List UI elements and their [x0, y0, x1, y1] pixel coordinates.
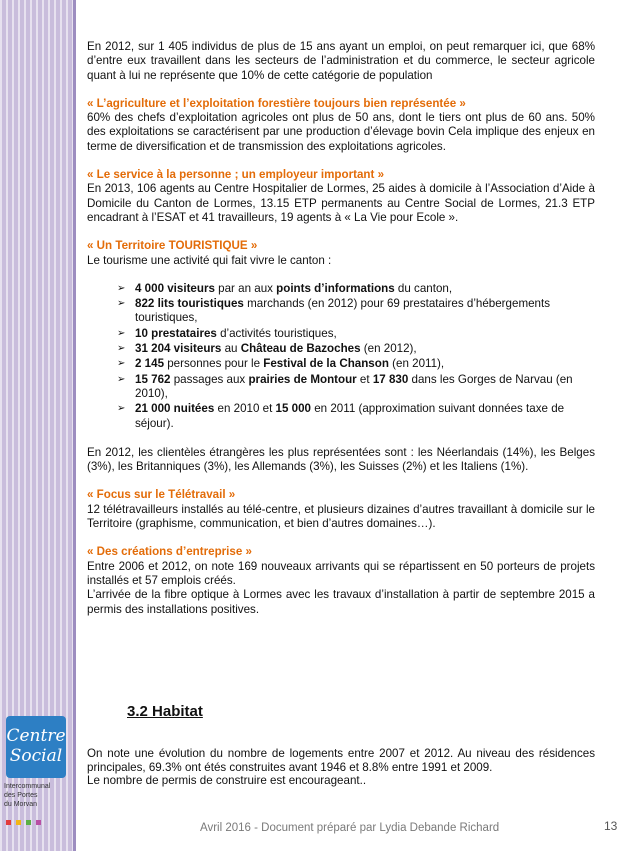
sidebar-edge: [73, 0, 76, 851]
habitat-paragraph-1: On note une évolution du nombre de logements entre 2007 et 2012. Au niveau des résidences principales, 69.3% ont étés construites avant 1946 et 8.8% entre 1991 et 2009.: [87, 747, 595, 774]
arrow-bullet-icon: ➢: [117, 358, 126, 370]
business-body-2: L’arrivée de la fibre optique à Lormes avec les travaux d’installation à partir de septembre 2015 a permis des installations positives.: [87, 588, 595, 616]
page-number: 13: [604, 819, 618, 833]
arrow-bullet-icon: ➢: [117, 282, 126, 294]
section-body-service: En 2013, 106 agents au Centre Hospitalier de Lormes, 25 aides à domicile à l’Association d’Aide à Domicile du Canton de Lormes, 13.15 ETP permanents au Centre Social de Lormes, 21.3 ETP encadrant à l’ESAT et 41 travailleurs, 19 agents à « La Vie pour Ecole ».: [87, 182, 595, 224]
intro-paragraph: En 2012, sur 1 405 individus de plus de 15 ans ayant un emploi, on peut remarquer ici, que 68% d’entre eux travaillent dans les secteurs de l’administration et du commerce, le secteur agricole quant à lui ne représente que 10% de cette catégorie de population: [87, 40, 595, 82]
business-body-1: Entre 2006 et 2012, on note 169 nouveaux arrivants qui se répartissent en 50 porteurs de projets installés et 57 emplois créés.: [87, 559, 595, 587]
page-footer: Avril 2016 - Document préparé par Lydia Debande Richard: [200, 822, 500, 834]
list-item: ➢ 822 lits touristiques marchands (en 2012) pour 69 prestataires d’hébergements touristiques,: [117, 297, 551, 325]
arrow-bullet-icon: ➢: [117, 327, 126, 339]
list-item: ➢ 4 000 visiteurs par an aux points d’informations du canton,: [117, 281, 453, 295]
centre-social-logo: [6, 716, 66, 778]
habitat-body: [87, 747, 595, 788]
section-heading-service: « Le service à la personne ; un employeur important »: [87, 168, 385, 182]
arrow-bullet-icon: ➢: [117, 343, 126, 355]
habitat-paragraph-2: Le nombre de permis de construire est encourageant..: [87, 774, 367, 787]
list-item: ➢ 15 762 passages aux prairies de Montour et 17 830 dans les Gorges de Narvau (en 2010),: [117, 372, 573, 400]
section-heading-telework: « Focus sur le Télétravail »: [87, 488, 236, 502]
logo-color-dots: [6, 820, 41, 825]
list-item: ➢ 31 204 visiteurs au Château de Bazoches (en 2012),: [117, 342, 417, 356]
document-body: [87, 40, 595, 617]
list-item: ➢ 21 000 nuitées en 2010 et 15 000 en 2011 (approximation suivant données taxe de séjour).: [117, 402, 565, 430]
logo-line-1: Centre: [6, 726, 66, 746]
tourism-intro: Le tourisme une activité qui fait vivre le canton :: [87, 253, 332, 267]
arrow-bullet-icon: ➢: [117, 403, 126, 415]
section-heading-agriculture: « L’agriculture et l’exploitation forestière toujours bien représentée »: [87, 96, 466, 110]
section-heading-business: « Des créations d’entreprise »: [87, 545, 252, 559]
logo-subtitle: Intercommunal des Portes du Morvan: [4, 783, 51, 808]
telework-body: 12 télétravailleurs installés au télé-centre, et plusieurs dizaines d’autres travaillant à domicile sur le Territoire (graphisme, communication, et bien d’autres domaines…).: [87, 502, 595, 531]
habitat-title: 3.2 Habitat: [127, 703, 203, 720]
arrow-bullet-icon: ➢: [117, 298, 126, 310]
tourism-foreign-clients: En 2012, les clientèles étrangères les plus représentées sont : les Néerlandais (14%), les Belges (3%), les Britanniques (3%), les Allemands (3%), les Suisses (2%) et les Italiens (1%).: [87, 445, 595, 474]
logo-line-2: Social: [9, 746, 63, 766]
section-heading-tourism: « Un Territoire TOURISTIQUE »: [87, 239, 258, 253]
list-item: ➢ 2 145 personnes pour le Festival de la Chanson (en 2011),: [117, 357, 445, 371]
tourism-bullets: [87, 282, 595, 431]
arrow-bullet-icon: ➢: [117, 373, 126, 385]
list-item: ➢ 10 prestataires d’activités touristiques,: [117, 326, 337, 340]
section-body-agriculture: 60% des chefs d’exploitation agricoles ont plus de 50 ans, dont le tiers ont plus de 60 ans. 50% des exploitations se caractérisent par une production d’élevage bovin Cela implique des enjeux en terme de diversification et de transmission des exploitations agricoles.: [87, 111, 595, 153]
